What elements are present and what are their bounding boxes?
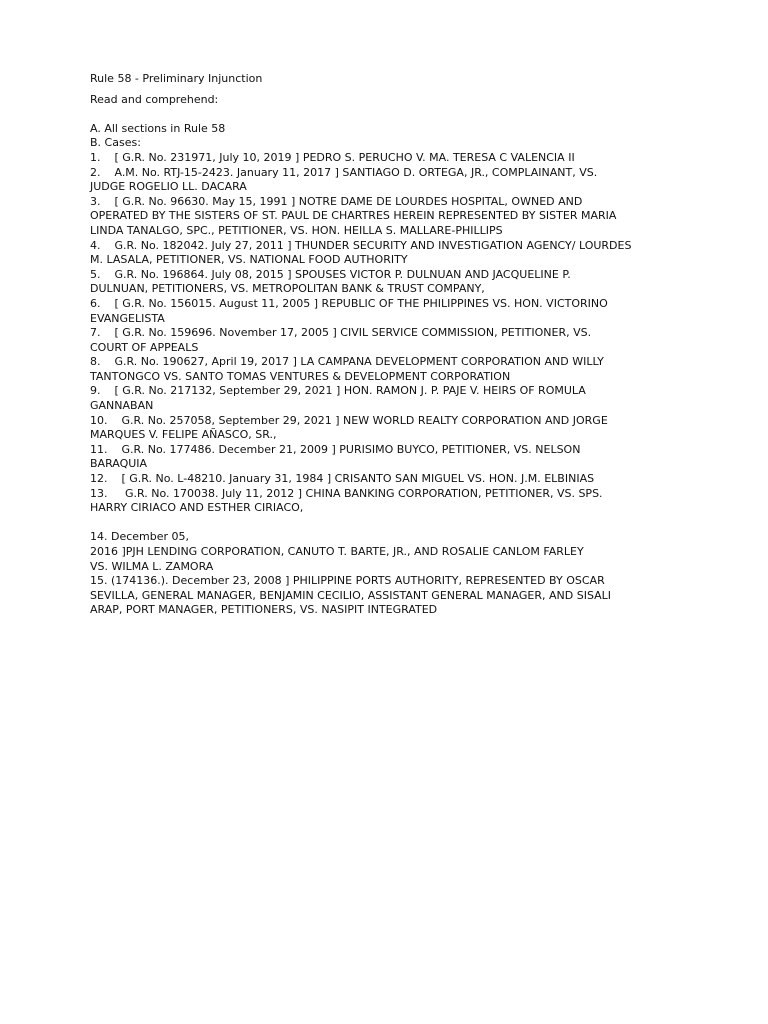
document-page xyxy=(90,72,650,618)
case-line: 13. G.R. No. 170038. July 11, 2012 ] CHINA BANKING CORPORATION, PETITIONER, VS. SPS. xyxy=(90,486,603,500)
case-line: 14. December 05, xyxy=(90,530,190,544)
case-line: VS. WILMA L. ZAMORA xyxy=(90,559,214,573)
blank-line xyxy=(90,516,650,531)
case-line: DULNUAN, PETITIONERS, VS. METROPOLITAN BANK & TRUST COMPANY, xyxy=(90,282,485,296)
case-line: 15. (174136.). December 23, 2008 ] PHILIPPINE PORTS AUTHORITY, REPRESENTED BY OSCAR xyxy=(90,574,605,588)
case-line: 5. G.R. No. 196864. July 08, 2015 ] SPOUSES VICTOR P. DULNUAN AND JACQUELINE P. xyxy=(90,267,571,281)
case-line: 1. [ G.R. No. 231971, July 10, 2019 ] PEDRO S. PERUCHO V. MA. TERESA C VALENCIA II xyxy=(90,150,575,164)
case-line: M. LASALA, PETITIONER, VS. NATIONAL FOOD AUTHORITY xyxy=(90,253,408,267)
case-line: MARQUES V. FELIPE AÑASCO, SR., xyxy=(90,428,277,442)
case-line: BARAQUIA xyxy=(90,457,148,471)
case-line: LINDA TANALGO, SPC., PETITIONER, VS. HON. HEILLA S. MALLARE-PHILLIPS xyxy=(90,223,503,237)
instruction-text: Read and comprehend: xyxy=(90,92,219,106)
case-line: COURT OF APPEALS xyxy=(90,340,199,354)
case-line: 11. G.R. No. 177486. December 21, 2009 ] PURISIMO BUYCO, PETITIONER, VS. NELSON xyxy=(90,442,581,456)
case-line: JUDGE ROGELIO LL. DACARA xyxy=(90,180,247,194)
blank-line xyxy=(90,107,650,122)
case-line: 9. [ G.R. No. 217132, September 29, 2021 ] HON. RAMON J. P. PAJE V. HEIRS OF ROMULA xyxy=(90,384,586,398)
case-line: OPERATED BY THE SISTERS OF ST. PAUL DE CHARTRES HEREIN REPRESENTED BY SISTER MARIA xyxy=(90,209,617,223)
case-line: 12. [ G.R. No. L-48210. January 31, 1984 ] CRISANTO SAN MIGUEL VS. HON. J.M. ELBINIAS xyxy=(90,472,595,486)
case-line: 8. G.R. No. 190627, April 19, 2017 ] LA CAMPANA DEVELOPMENT CORPORATION AND WILLY xyxy=(90,355,604,369)
case-line: 10. G.R. No. 257058, September 29, 2021 ] NEW WORLD REALTY CORPORATION AND JORGE xyxy=(90,413,608,427)
case-list xyxy=(90,151,650,516)
case-line: 3. [ G.R. No. 96630. May 15, 1991 ] NOTRE DAME DE LOURDES HOSPITAL, OWNED AND xyxy=(90,194,583,208)
case-line: ARAP, PORT MANAGER, PETITIONERS, VS. NASIPIT INTEGRATED xyxy=(90,603,438,617)
section-b: B. Cases: xyxy=(90,136,141,150)
case-line: 2016 ]PJH LENDING CORPORATION, CANUTO T. BARTE, JR., AND ROSALIE CANLOM FARLEY xyxy=(90,545,584,558)
case-list-continued xyxy=(90,530,650,618)
document-title: Rule 58 - Preliminary Injunction xyxy=(90,72,263,85)
case-line: HARRY CIRIACO AND ESTHER CIRIACO, xyxy=(90,501,304,515)
case-line: 7. [ G.R. No. 159696. November 17, 2005 ] CIVIL SERVICE COMMISSION, PETITIONER, VS. xyxy=(90,326,592,340)
case-line: SEVILLA, GENERAL MANAGER, BENJAMIN CECILIO, ASSISTANT GENERAL MANAGER, AND SISALI xyxy=(90,588,612,602)
case-line: TANTONGCO VS. SANTO TOMAS VENTURES & DEVELOPMENT CORPORATION xyxy=(90,369,511,383)
case-line: 4. G.R. No. 182042. July 27, 2011 ] THUNDER SECURITY AND INVESTIGATION AGENCY/ LOURDES xyxy=(90,238,632,252)
case-line: EVANGELISTA xyxy=(90,311,165,325)
case-line: GANNABAN xyxy=(90,399,154,413)
section-a: A. All sections in Rule 58 xyxy=(90,121,226,135)
case-line: 6. [ G.R. No. 156015. August 11, 2005 ] REPUBLIC OF THE PHILIPPINES VS. HON. VICTORINO xyxy=(90,296,608,310)
case-line: 2. A.M. No. RTJ-15-2423. January 11, 2017 ] SANTIAGO D. ORTEGA, JR., COMPLAINANT, VS. xyxy=(90,165,598,179)
